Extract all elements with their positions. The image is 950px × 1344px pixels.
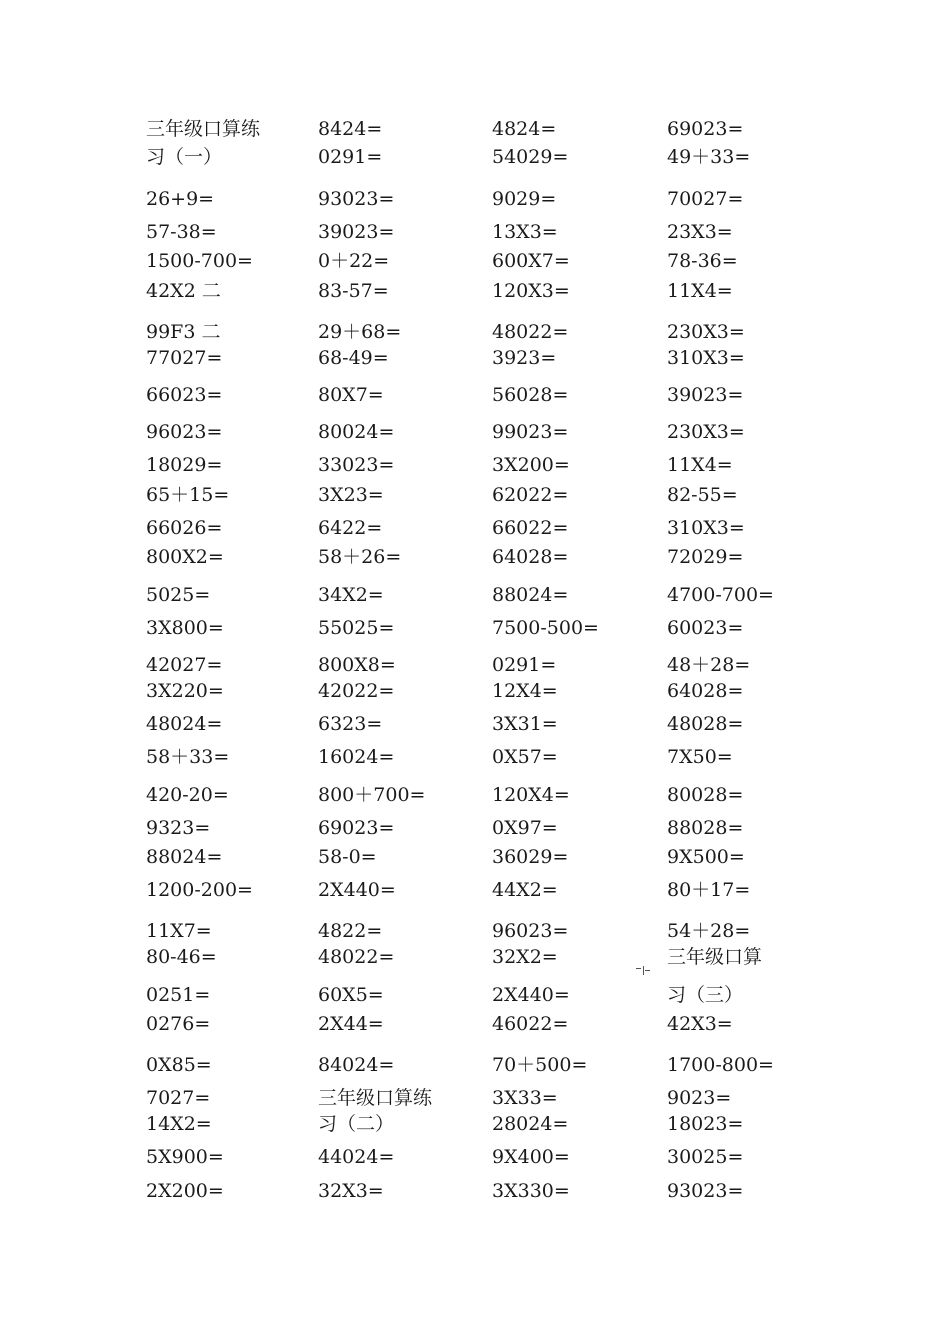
exercise-cell: 58＋26= — [318, 546, 402, 568]
exercise-cell: 7027= — [146, 1087, 211, 1109]
exercise-cell: 64028= — [667, 680, 744, 702]
exercise-cell: 69023= — [667, 118, 744, 140]
exercise-cell: 66023= — [146, 384, 223, 406]
exercise-cell: 69023= — [318, 817, 395, 839]
exercise-cell: 13X3= — [492, 221, 558, 243]
exercise-cell: 42X2 二 — [146, 280, 221, 302]
exercise-cell: 16024= — [318, 746, 395, 768]
exercise-cell: 93023= — [318, 188, 395, 210]
exercise-cell: 48024= — [146, 713, 223, 735]
exercise-cell: 23X3= — [667, 221, 733, 243]
exercise-cell: 96023= — [492, 920, 569, 942]
exercise-cell: 三年级口算练 — [146, 118, 261, 140]
exercise-cell: 9029= — [492, 188, 557, 210]
exercise-cell: 80＋17= — [667, 879, 751, 901]
exercise-cell: 33023= — [318, 454, 395, 476]
exercise-cell: 34X2= — [318, 584, 384, 606]
exercise-cell: 习（一） — [146, 146, 223, 168]
exercise-cell: 39023= — [318, 221, 395, 243]
exercise-cell: 4824= — [492, 118, 557, 140]
exercise-cell: 0＋22= — [318, 250, 390, 272]
exercise-cell: 0291= — [318, 146, 383, 168]
stray-glyph-mark — [636, 966, 650, 976]
exercise-cell: 3X33= — [492, 1087, 558, 1109]
exercise-cell: 55025= — [318, 617, 395, 639]
exercise-cell: 80028= — [667, 784, 744, 806]
exercise-cell: 18023= — [667, 1113, 744, 1135]
exercise-cell: 60023= — [667, 617, 744, 639]
exercise-cell: 420-20= — [146, 784, 229, 806]
exercise-cell: 3923= — [492, 347, 557, 369]
exercise-cell: 42027= — [146, 654, 223, 676]
exercise-cell: 2X440= — [318, 879, 396, 901]
exercise-cell: 57-38= — [146, 221, 217, 243]
exercise-cell: 99023= — [492, 421, 569, 443]
exercise-cell: 2X44= — [318, 1013, 384, 1035]
exercise-cell: 11X4= — [667, 454, 733, 476]
exercise-cell: 44X2= — [492, 879, 558, 901]
exercise-cell: 62022= — [492, 484, 569, 506]
exercise-cell: 46022= — [492, 1013, 569, 1035]
exercise-cell: 66026= — [146, 517, 223, 539]
exercise-cell: 0X57= — [492, 746, 558, 768]
exercise-cell: 56028= — [492, 384, 569, 406]
exercise-cell: 42X3= — [667, 1013, 733, 1035]
exercise-cell: 70027= — [667, 188, 744, 210]
exercise-cell: 230X3= — [667, 321, 745, 343]
exercise-cell: 48022= — [492, 321, 569, 343]
exercise-cell: 11X4= — [667, 280, 733, 302]
exercise-cell: 29＋68= — [318, 321, 402, 343]
exercise-cell: 9323= — [146, 817, 211, 839]
exercise-cell: 96023= — [146, 421, 223, 443]
exercise-cell: 800X2= — [146, 546, 224, 568]
exercise-cell: 习（二） — [318, 1113, 395, 1135]
exercise-cell: 32X2= — [492, 946, 558, 968]
exercise-cell: 3X220= — [146, 680, 224, 702]
exercise-cell: 习（三） — [667, 984, 744, 1006]
exercise-cell: 88028= — [667, 817, 744, 839]
exercise-cell: 84024= — [318, 1054, 395, 1076]
exercise-cell: 5025= — [146, 584, 211, 606]
exercise-cell: 42022= — [318, 680, 395, 702]
exercise-cell: 80X7= — [318, 384, 384, 406]
exercise-cell: 72029= — [667, 546, 744, 568]
exercise-cell: 8424= — [318, 118, 383, 140]
exercise-cell: 1200-200= — [146, 879, 253, 901]
exercise-cell: 99F3 二 — [146, 321, 221, 343]
exercise-cell: 54＋28= — [667, 920, 751, 942]
exercise-cell: 83-57= — [318, 280, 389, 302]
exercise-cell: 28024= — [492, 1113, 569, 1135]
exercise-cell: 48028= — [667, 713, 744, 735]
exercise-cell: 6422= — [318, 517, 383, 539]
exercise-cell: 58＋33= — [146, 746, 230, 768]
exercise-cell: 0251= — [146, 984, 211, 1006]
exercise-cell: 120X4= — [492, 784, 570, 806]
exercise-cell: 66022= — [492, 517, 569, 539]
exercise-cell: 9X500= — [667, 846, 745, 868]
exercise-cell: 54029= — [492, 146, 569, 168]
exercise-cell: 6323= — [318, 713, 383, 735]
exercise-cell: 64028= — [492, 546, 569, 568]
exercise-cell: 12X4= — [492, 680, 558, 702]
exercise-cell: 93023= — [667, 1180, 744, 1202]
exercise-cell: 9X400= — [492, 1146, 570, 1168]
exercise-cell: 48＋28= — [667, 654, 751, 676]
exercise-cell: 80-46= — [146, 946, 217, 968]
exercise-cell: 78-36= — [667, 250, 738, 272]
exercise-cell: 88024= — [146, 846, 223, 868]
exercise-cell: 49＋33= — [667, 146, 751, 168]
exercise-cell: 65＋15= — [146, 484, 230, 506]
exercise-cell: 4700-700= — [667, 584, 774, 606]
exercise-cell: 36029= — [492, 846, 569, 868]
exercise-cell: 三年级口算练 — [318, 1087, 433, 1109]
exercise-cell: 9023= — [667, 1087, 732, 1109]
exercise-cell: 3X800= — [146, 617, 224, 639]
exercise-cell: 5X900= — [146, 1146, 224, 1168]
exercise-cell: 230X3= — [667, 421, 745, 443]
exercise-cell: 0X85= — [146, 1054, 212, 1076]
exercise-cell: 0291= — [492, 654, 557, 676]
exercise-cell: 44024= — [318, 1146, 395, 1168]
exercise-cell: 14X2= — [146, 1113, 212, 1135]
exercise-cell: 4822= — [318, 920, 383, 942]
exercise-cell: 58-0= — [318, 846, 377, 868]
exercise-cell: 77027= — [146, 347, 223, 369]
exercise-cell: 800X8= — [318, 654, 396, 676]
exercise-cell: 18029= — [146, 454, 223, 476]
exercise-cell: 1500-700= — [146, 250, 253, 272]
exercise-cell: 2X200= — [146, 1180, 224, 1202]
exercise-cell: 7X50= — [667, 746, 733, 768]
exercise-cell: 三年级口算 — [667, 946, 763, 968]
exercise-cell: 26+9= — [146, 188, 215, 210]
exercise-cell: 7500-500= — [492, 617, 599, 639]
exercise-cell: 82-55= — [667, 484, 738, 506]
exercise-cell: 60X5= — [318, 984, 384, 1006]
exercise-cell: 39023= — [667, 384, 744, 406]
exercise-cell: 2X440= — [492, 984, 570, 1006]
exercise-cell: 310X3= — [667, 517, 745, 539]
exercise-cell: 3X330= — [492, 1180, 570, 1202]
exercise-cell: 30025= — [667, 1146, 744, 1168]
exercise-cell: 3X31= — [492, 713, 558, 735]
exercise-cell: 310X3= — [667, 347, 745, 369]
exercise-cell: 600X7= — [492, 250, 570, 272]
exercise-cell: 11X7= — [146, 920, 212, 942]
exercise-cell: 0276= — [146, 1013, 211, 1035]
exercise-cell: 88024= — [492, 584, 569, 606]
exercise-cell: 0X97= — [492, 817, 558, 839]
exercise-cell: 120X3= — [492, 280, 570, 302]
exercise-cell: 800＋700= — [318, 784, 426, 806]
exercise-cell: 32X3= — [318, 1180, 384, 1202]
exercise-cell: 3X23= — [318, 484, 384, 506]
exercise-cell: 1700-800= — [667, 1054, 774, 1076]
exercise-cell: 80024= — [318, 421, 395, 443]
exercise-cell: 70＋500= — [492, 1054, 588, 1076]
exercise-cell: 48022= — [318, 946, 395, 968]
exercise-cell: 3X200= — [492, 454, 570, 476]
exercise-cell: 68-49= — [318, 347, 389, 369]
